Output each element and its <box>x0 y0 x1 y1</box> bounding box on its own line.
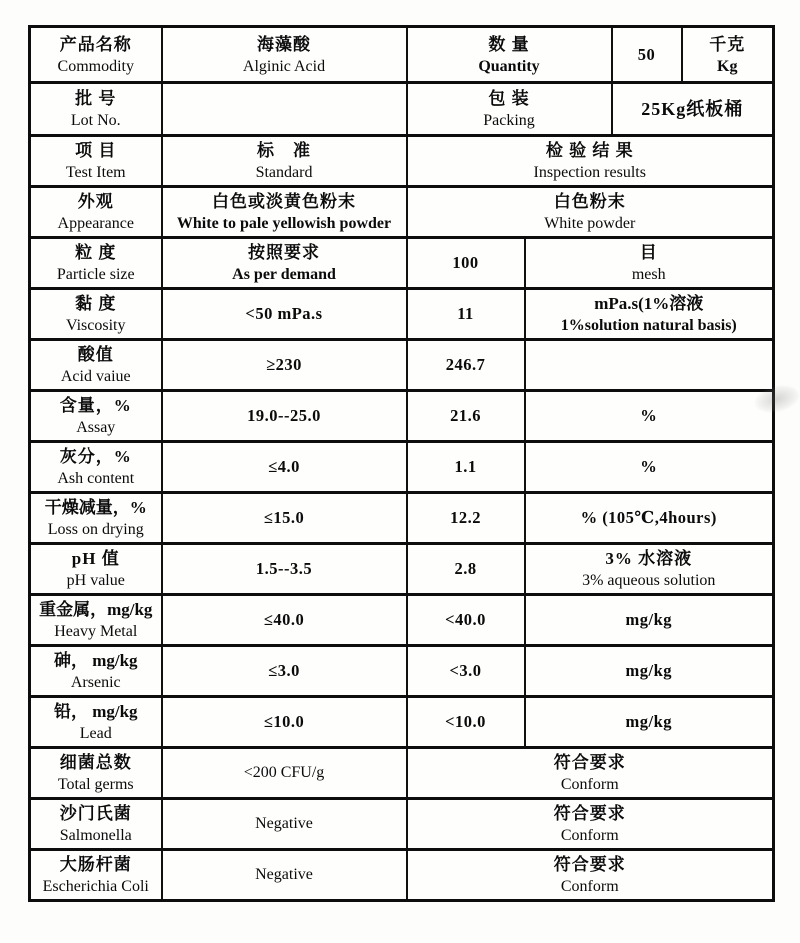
cell-salmonella-result <box>407 799 774 850</box>
cell-assay-standard <box>162 391 407 442</box>
cell-heavy-unit <box>525 595 774 646</box>
acid-item-en: Acid vaiue <box>60 368 131 385</box>
heavy-unit: mg/kg <box>625 610 672 629</box>
header-standard-zh: 标 准 <box>257 141 311 160</box>
cell-arsenic-standard <box>162 646 407 697</box>
cell-header-standard <box>162 136 407 187</box>
cell-viscosity-value <box>407 289 525 340</box>
arsenic-item-zh: 砷， mg/kg <box>53 651 138 670</box>
commodity-label-zh: 产品名称 <box>59 34 132 54</box>
viscosity-item-zh: 黏 度 <box>75 294 117 313</box>
header-result-en: Inspection results <box>533 164 646 181</box>
ash-unit: % <box>640 457 658 476</box>
appearance-item-zh: 外观 <box>77 192 114 211</box>
cell-heavy-standard <box>162 595 407 646</box>
row-ph-value <box>30 544 774 595</box>
cell-germs-result <box>407 748 774 799</box>
cell-header-result <box>407 136 774 187</box>
particle-item-en: Particle size <box>56 266 135 283</box>
ecoli-standard: Negative <box>255 866 313 883</box>
cell-arsenic-item <box>30 646 162 697</box>
salmonella-standard: Negative <box>255 815 313 832</box>
cell-salmonella-item <box>30 799 162 850</box>
cell-heavy-value <box>407 595 525 646</box>
cell-ash-item <box>30 442 162 493</box>
particle-item-zh: 粒 度 <box>75 243 117 262</box>
row-acid-value <box>30 340 774 391</box>
cell-germs-item <box>30 748 162 799</box>
cell-particle-standard <box>162 238 407 289</box>
cell-ecoli-result <box>407 850 774 901</box>
cell-ash-value <box>407 442 525 493</box>
cell-appearance-standard <box>162 187 407 238</box>
appearance-result-en: White powder <box>544 215 636 232</box>
cell-lod-unit <box>525 493 774 544</box>
cell-commodity-label <box>30 27 162 83</box>
salmonella-item-zh: 沙门氏菌 <box>59 804 132 823</box>
assay-item-zh: 含量，% <box>59 396 132 415</box>
germs-result-en: Conform <box>560 776 619 793</box>
cell-ash-standard <box>162 442 407 493</box>
cell-lod-standard <box>162 493 407 544</box>
lot-label-en: Lot No. <box>70 112 121 129</box>
cell-arsenic-value <box>407 646 525 697</box>
cell-lead-item <box>30 697 162 748</box>
cell-quantity-unit <box>682 27 774 83</box>
lot-label-zh: 批 号 <box>75 89 117 108</box>
lod-item-en: Loss on drying <box>47 521 144 538</box>
heavy-item-en: Heavy Metal <box>54 623 138 640</box>
cell-ph-item <box>30 544 162 595</box>
particle-unit-en: mesh <box>631 266 666 283</box>
assay-standard: 19.0--25.0 <box>247 406 321 425</box>
appearance-result-zh: 白色粉末 <box>553 192 626 211</box>
ash-standard: ≤4.0 <box>268 457 300 476</box>
arsenic-item-en: Arsenic <box>70 674 121 691</box>
cell-lod-value <box>407 493 525 544</box>
cell-lot-value <box>162 83 407 136</box>
cell-particle-item <box>30 238 162 289</box>
arsenic-value: <3.0 <box>449 661 482 680</box>
cell-appearance-item <box>30 187 162 238</box>
heavy-value: <40.0 <box>445 610 486 629</box>
cell-ph-value <box>407 544 525 595</box>
arsenic-unit: mg/kg <box>625 661 672 680</box>
cell-packing-label <box>407 83 612 136</box>
row-salmonella <box>30 799 774 850</box>
cell-arsenic-unit <box>525 646 774 697</box>
lead-unit: mg/kg <box>625 712 672 731</box>
quantity-unit-en: Kg <box>717 57 738 75</box>
appearance-standard-zh: 白色或淡黄色粉末 <box>212 192 356 211</box>
particle-standard-zh: 按照要求 <box>248 243 320 262</box>
germs-standard: <200 CFU/g <box>243 764 325 781</box>
quantity-label-en: Quantity <box>478 57 540 75</box>
cell-assay-item <box>30 391 162 442</box>
packing-label-en: Packing <box>483 112 535 129</box>
row-lot <box>30 83 774 136</box>
cell-lead-unit <box>525 697 774 748</box>
particle-standard-en: As per demand <box>232 266 336 283</box>
cell-particle-value <box>407 238 525 289</box>
cell-commodity-value <box>162 27 407 83</box>
cell-acid-value <box>407 340 525 391</box>
arsenic-standard: ≤3.0 <box>268 661 300 680</box>
cell-acid-standard <box>162 340 407 391</box>
germs-result-zh: 符合要求 <box>553 753 626 772</box>
germs-item-zh: 细菌总数 <box>59 753 132 772</box>
packing-value: 25Kg纸板桶 <box>641 98 744 119</box>
lead-standard: ≤10.0 <box>263 712 305 731</box>
lead-item-en: Lead <box>79 725 112 742</box>
cell-quantity-label <box>407 27 612 83</box>
viscosity-standard: <50 mPa.s <box>245 304 323 323</box>
quantity-unit-zh: 千克 <box>709 34 746 54</box>
cell-ecoli-item <box>30 850 162 901</box>
salmonella-result-zh: 符合要求 <box>553 804 626 823</box>
row-particle-size <box>30 238 774 289</box>
ph-unit-zh: 3% 水溶液 <box>605 549 693 568</box>
cell-viscosity-standard <box>162 289 407 340</box>
cell-packing-value <box>612 83 774 136</box>
appearance-standard-en: White to pale yellowish powder <box>176 215 392 232</box>
cell-assay-unit <box>525 391 774 442</box>
particle-value: 100 <box>452 253 479 272</box>
row-viscosity <box>30 289 774 340</box>
acid-item-zh: 酸值 <box>77 345 114 364</box>
cell-lead-standard <box>162 697 407 748</box>
ecoli-item-en: Escherichia Coli <box>42 878 149 895</box>
header-result-zh: 检 验 结 果 <box>545 141 634 160</box>
cell-salmonella-standard <box>162 799 407 850</box>
lod-value: 12.2 <box>450 508 481 527</box>
commodity-label-en: Commodity <box>57 57 134 75</box>
viscosity-item-en: Viscosity <box>66 317 126 334</box>
cell-header-item <box>30 136 162 187</box>
row-heavy-metal <box>30 595 774 646</box>
header-item-zh: 项 目 <box>75 141 117 160</box>
ecoli-result-en: Conform <box>560 878 619 895</box>
cell-appearance-result <box>407 187 774 238</box>
coa-table <box>28 25 775 902</box>
assay-unit: % <box>640 406 658 425</box>
cell-ash-unit <box>525 442 774 493</box>
cell-ph-standard <box>162 544 407 595</box>
cell-viscosity-unit <box>525 289 774 340</box>
cell-lod-item <box>30 493 162 544</box>
appearance-item-en: Appearance <box>57 215 134 232</box>
row-appearance <box>30 187 774 238</box>
packing-label-zh: 包 装 <box>488 89 530 108</box>
header-item-en: Test Item <box>65 164 126 181</box>
commodity-value-en: Alginic Acid <box>242 57 326 75</box>
assay-item-en: Assay <box>76 419 116 436</box>
ecoli-item-zh: 大肠杆菌 <box>59 855 132 874</box>
ash-item-zh: 灰分，% <box>59 447 132 466</box>
ph-standard: 1.5--3.5 <box>255 559 313 578</box>
row-assay <box>30 391 774 442</box>
viscosity-unit-en: 1%solution natural basis) <box>560 317 737 334</box>
acid-value: 246.7 <box>445 355 486 374</box>
lod-standard: ≤15.0 <box>263 508 305 527</box>
row-total-germs <box>30 748 774 799</box>
salmonella-item-en: Salmonella <box>59 827 132 844</box>
row-arsenic <box>30 646 774 697</box>
cell-lead-value <box>407 697 525 748</box>
ph-item-en: pH value <box>66 572 125 589</box>
ph-item-zh: pH 值 <box>71 549 120 568</box>
cell-lot-label <box>30 83 162 136</box>
cell-acid-item <box>30 340 162 391</box>
acid-standard: ≥230 <box>266 355 302 374</box>
lead-item-zh: 铅， mg/kg <box>53 702 138 721</box>
ash-item-en: Ash content <box>57 470 135 487</box>
lead-value: <10.0 <box>445 712 486 731</box>
cell-ecoli-standard <box>162 850 407 901</box>
viscosity-unit-zh: mPa.s(1%溶液 <box>594 294 704 313</box>
cell-particle-unit <box>525 238 774 289</box>
cell-acid-unit <box>525 340 774 391</box>
salmonella-result-en: Conform <box>560 827 619 844</box>
header-standard-en: Standard <box>255 164 313 181</box>
cell-heavy-item <box>30 595 162 646</box>
ecoli-result-zh: 符合要求 <box>553 855 626 874</box>
germs-item-en: Total germs <box>57 776 134 793</box>
ph-unit-en: 3% aqueous solution <box>582 572 716 589</box>
quantity-label-zh2: 数 量 <box>488 34 530 54</box>
row-commodity <box>30 27 774 83</box>
row-ash-content <box>30 442 774 493</box>
cell-ph-unit <box>525 544 774 595</box>
lod-unit: % (105℃,4hours) <box>580 508 717 527</box>
viscosity-value: 11 <box>457 304 474 323</box>
row-escherichia-coli <box>30 850 774 901</box>
assay-value: 21.6 <box>450 406 481 425</box>
cell-viscosity-item <box>30 289 162 340</box>
ph-value: 2.8 <box>454 559 477 578</box>
row-loss-on-drying <box>30 493 774 544</box>
row-header <box>30 136 774 187</box>
cell-germs-standard <box>162 748 407 799</box>
particle-unit-zh: 目 <box>639 243 658 262</box>
cell-assay-value <box>407 391 525 442</box>
heavy-item-zh: 重金属，mg/kg <box>39 600 153 619</box>
row-lead <box>30 697 774 748</box>
quantity-value: 50 <box>637 44 656 64</box>
cell-quantity-value <box>612 27 682 83</box>
ash-value: 1.1 <box>454 457 477 476</box>
heavy-standard: ≤40.0 <box>263 610 305 629</box>
commodity-value-zh: 海藻酸 <box>257 34 311 54</box>
lod-item-zh: 干燥减量，% <box>44 498 147 517</box>
